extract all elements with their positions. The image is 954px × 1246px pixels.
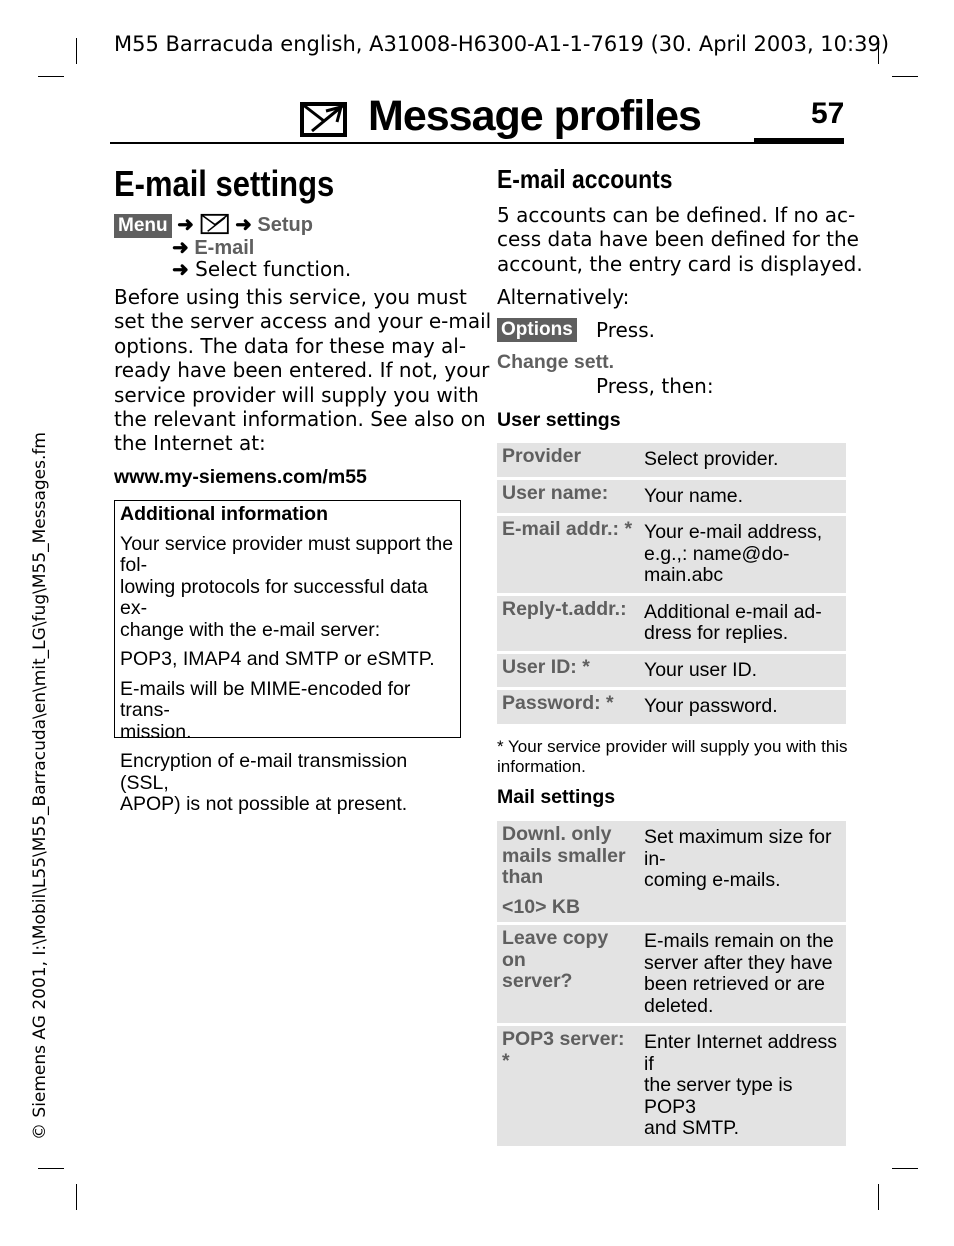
text-line: E-mails will be MIME-encoded for trans-: [120, 677, 411, 721]
setting-label: POP3 server: *: [497, 1026, 638, 1146]
running-header: M55 Barracuda english, A31008-H6300-A1-1-7619 (30. April 2003, 10:39): [114, 32, 890, 56]
setting-description: E-mails remain on the server after they have been retrieved or are deleted.: [638, 925, 846, 1023]
text-line: change with the e-mail server:: [120, 618, 381, 641]
text-line: service provider will supply you with: [114, 382, 479, 407]
crop-mark: [38, 76, 64, 77]
setting-description: Additional e-mail ad- dress for replies.: [638, 596, 846, 651]
setting-description: Set maximum size for in- coming e-mails.: [638, 821, 846, 922]
alternatively-text: Alternatively:: [497, 285, 630, 309]
page-number-bar: [754, 138, 844, 144]
table-row: [497, 443, 846, 477]
info-box-title: Additional information: [120, 503, 328, 525]
setting-label: Reply-t.addr.:: [497, 596, 638, 651]
accounts-paragraph: [497, 203, 863, 276]
subsection-title: E-mail accounts: [497, 164, 673, 194]
table-row: [497, 480, 846, 514]
text-line: * Your service provider will supply you with this: [497, 737, 848, 756]
crop-mark: [76, 1184, 77, 1210]
change-settings-item[interactable]: Change sett.: [497, 351, 615, 373]
table-row: [497, 516, 846, 593]
press-text: Press.: [596, 318, 655, 342]
menu-item-email[interactable]: E-mail: [194, 237, 255, 259]
text-line: lowing protocols for successful data ex-: [120, 575, 428, 619]
footnote: [497, 737, 848, 777]
setting-label: Leave copy on server?: [497, 925, 638, 1023]
user-settings-table: [497, 440, 846, 727]
crop-mark: [892, 1168, 918, 1169]
chapter-title: Message profiles: [368, 92, 701, 140]
setting-label: E-mail addr.: *: [497, 516, 638, 593]
text-line: options. The data for these may al-: [114, 333, 467, 358]
table-row: [497, 1026, 846, 1146]
side-note: © Siemens AG 2001, I:\Mobil\L55\M55_Barracuda\en\mit_LG\fug\M55_Messages.fm: [30, 432, 50, 1140]
setting-description: Your name.: [638, 480, 846, 514]
text-line: POP3, IMAP4 and SMTP or eSMTP.: [120, 648, 435, 670]
text-line: Your service provider must support the fol-: [120, 532, 454, 576]
setting-description: Your user ID.: [638, 654, 846, 688]
arrow-icon: ➜: [235, 214, 252, 236]
section-title: E-mail settings: [114, 163, 335, 204]
setting-description: Enter Internet address if the server type is POP3 and SMTP.: [638, 1026, 846, 1146]
menu-path-step: [172, 257, 351, 282]
text-line: ready have been entered. If not, your: [114, 358, 490, 383]
info-paragraph: [120, 679, 458, 744]
title-rule: [110, 142, 844, 144]
setting-description: Your e-mail address, e.g.,: name@do- main.abc: [638, 516, 846, 593]
setting-description: Select provider.: [638, 443, 846, 477]
setting-label: Password: *: [497, 690, 638, 724]
envelope-icon: [300, 99, 348, 139]
mail-settings-table: [497, 818, 846, 1149]
table-row: [497, 925, 846, 1023]
setting-label: User name:: [497, 480, 638, 514]
intro-paragraph: [114, 285, 491, 456]
info-paragraph: [120, 649, 458, 671]
table-row: [497, 596, 846, 651]
text-line: APOP) is not possible at present.: [120, 793, 408, 815]
envelope-icon: [200, 213, 230, 235]
page-number: 57: [811, 97, 845, 130]
text-line: account, the entry card is displayed.: [497, 251, 863, 276]
press-then-text: Press, then:: [596, 374, 714, 398]
crop-mark: [892, 76, 918, 77]
table-row: [497, 654, 846, 688]
menu-softkey[interactable]: Menu: [114, 214, 172, 238]
text-line: the relevant information. See also on: [114, 407, 486, 432]
info-box: [114, 500, 461, 815]
crop-mark: [878, 1184, 879, 1210]
setting-label: Provider: [497, 443, 638, 477]
info-paragraph: [120, 534, 458, 642]
select-function-text: Select function.: [195, 257, 352, 281]
arrow-icon: ➜: [177, 214, 194, 236]
text-line: cess data have been defined for the: [497, 227, 859, 252]
text-line: information.: [497, 757, 586, 776]
arrow-icon: ➜: [172, 259, 189, 281]
setting-label: User ID: *: [497, 654, 638, 688]
text-line: 5 accounts can be defined. If no ac-: [497, 203, 856, 227]
text-line: set the server access and your e-mail: [114, 309, 492, 334]
table-row: [497, 821, 846, 922]
user-settings-heading: User settings: [497, 409, 621, 431]
website-link[interactable]: www.my-siemens.com/m55: [114, 466, 367, 488]
options-row: [497, 318, 577, 342]
text-line: mission.: [120, 720, 192, 743]
crop-mark: [76, 38, 77, 64]
setting-description: Your password.: [638, 690, 846, 724]
options-softkey[interactable]: Options: [497, 318, 577, 342]
info-paragraph: [120, 751, 458, 816]
size-limit-value: <10> KB: [502, 895, 581, 918]
text-line: Before using this service, you must: [114, 285, 467, 309]
table-row: [497, 690, 846, 724]
text-line: the Internet at:: [114, 431, 266, 456]
setting-label: Downl. only mails smaller than <10> KB: [497, 821, 638, 922]
arrow-icon: ➜: [172, 237, 189, 259]
text-line: Encryption of e-mail transmission (SSL,: [120, 750, 408, 794]
mail-settings-heading: Mail settings: [497, 786, 616, 808]
menu-item-setup[interactable]: Setup: [257, 214, 313, 236]
crop-mark: [38, 1168, 64, 1169]
